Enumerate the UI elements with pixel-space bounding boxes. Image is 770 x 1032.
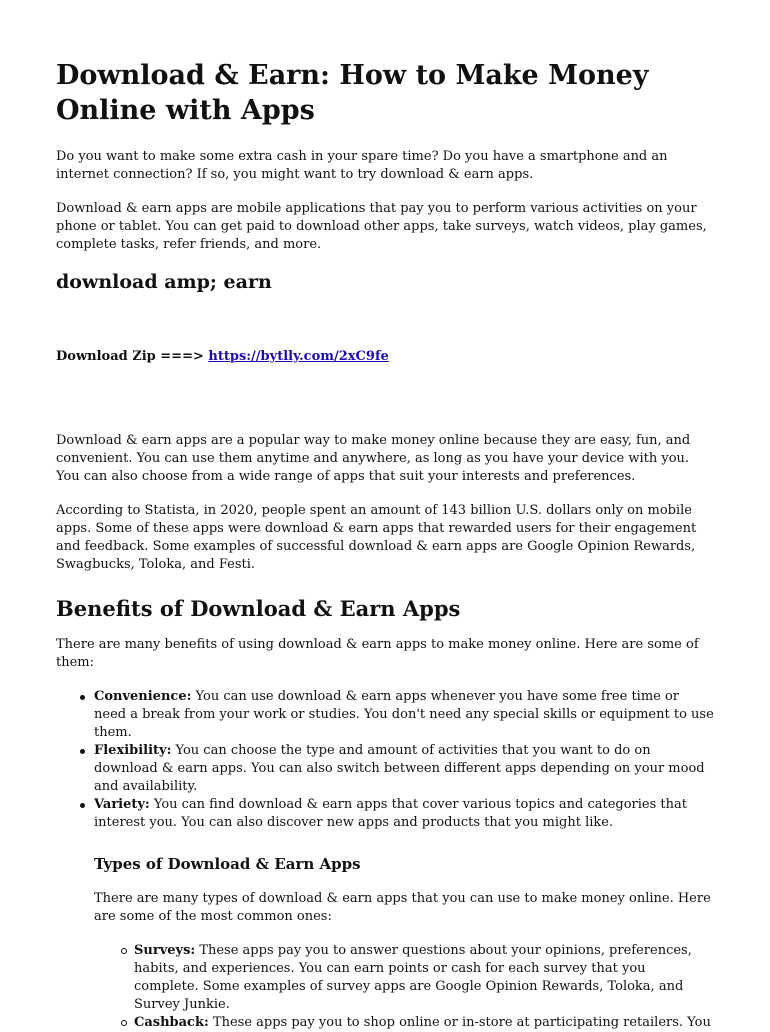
- types-heading: Types of Download & Earn Apps: [94, 855, 361, 873]
- list-item-text: You can use download & earn apps whenever you have some free time or need a break from your work or studies. You don't need any special skills or equipment to use them.: [94, 689, 714, 740]
- intro-paragraph-2: Download & earn apps are mobile applications that pay you to perform various activities on your phone or tablet. You can get paid to download other apps, take surveys, watch videos, play games, complete tasks, refer friends, and more.: [56, 201, 707, 252]
- list-item: [134, 942, 714, 1014]
- body-paragraph-4: According to Statista, in 2020, people spent an amount of 143 billion U.S. dollars only on mobile apps. Some of these apps were download & earn apps that rewarded users for their engagement and feedback. Some examples of successful download & earn apps are Google Opinion Rewards, Swagbucks, Toloka, and Festi.: [56, 503, 697, 572]
- benefits-heading: Benefits of Download & Earn Apps: [56, 596, 461, 621]
- benefits-intro: There are many benefits of using download & earn apps to make money online. Here are some of them:: [56, 637, 699, 670]
- list-item-term: Cashback:: [134, 1015, 209, 1030]
- body-paragraph-3: Download & earn apps are a popular way to make money online because they are easy, fun, and convenient. You can use them anytime and anywhere, as long as you have your device with you. You can also choose from a wide range of apps that suit your interests and preferences.: [56, 433, 691, 484]
- list-item-text: These apps pay you to answer questions about your opinions, preferences, habits, and experiences. You can earn points or cash for each survey that you complete. Some examples of survey apps are Google Opinion Rewards, Toloka, and Survey Junkie.: [134, 943, 692, 1012]
- list-item-term: Variety:: [94, 797, 150, 812]
- list-item-term: Surveys:: [134, 943, 196, 958]
- list-item-term: Flexibility:: [94, 743, 172, 758]
- bullet-icon: [80, 695, 85, 700]
- list-item-text: You can find download & earn apps that cover various topics and categories that interest you. You can also discover new apps and products that you might like.: [94, 797, 687, 830]
- download-link[interactable]: https://bytlly.com/2xC9fe: [208, 349, 389, 364]
- list-item-text: These apps pay you to shop online or in-store at participating retailers. You: [208, 1015, 711, 1030]
- types-intro: There are many types of download & earn apps that you can use to make money online. Here are some of the most common ones:: [94, 891, 711, 924]
- page-title: Download & Earn: How to Make Money Online with Apps: [56, 60, 649, 126]
- download-label: Download Zip ===>: [56, 349, 209, 364]
- types-list: [56, 942, 714, 1032]
- hollow-bullet-icon: [121, 948, 127, 954]
- list-item-text: You can choose the type and amount of activities that you want to do on download & earn apps. You can also switch between different apps depending on your mood and availability.: [94, 743, 705, 794]
- subheading: download amp; earn: [56, 271, 272, 293]
- benefits-list: [56, 688, 714, 832]
- list-item: [94, 796, 714, 832]
- bullet-icon: [80, 803, 85, 808]
- download-line: [56, 348, 714, 366]
- intro-paragraph-1: Do you want to make some extra cash in your spare time? Do you have a smartphone and an internet connection? If so, you might want to try download & earn apps.: [56, 149, 668, 182]
- types-section: [56, 854, 714, 926]
- list-item: [134, 1014, 714, 1032]
- list-item-term: Convenience:: [94, 689, 192, 704]
- hollow-bullet-icon: [121, 1020, 127, 1026]
- bullet-icon: [80, 749, 85, 754]
- list-item: [94, 688, 714, 742]
- list-item: [94, 742, 714, 796]
